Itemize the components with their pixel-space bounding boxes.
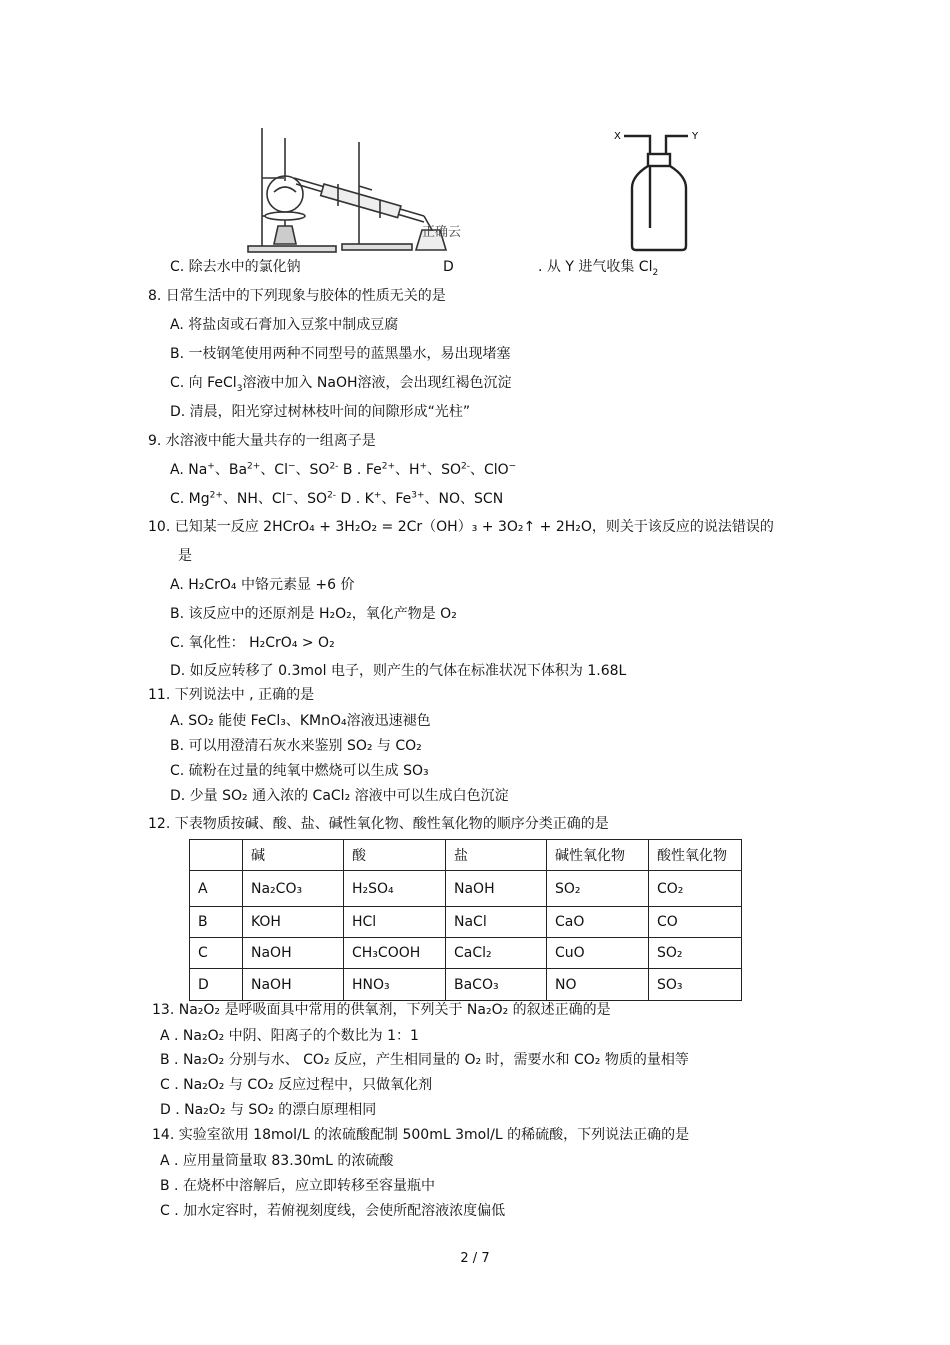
q14-option-c: C . 加水定容时，若俯视刻度线，会使所配溶液浓度偏低: [160, 1203, 506, 1219]
q8-option-c: [170, 374, 512, 392]
ion-charge: 2+: [381, 461, 396, 472]
table-cell: SO₃: [649, 969, 742, 1001]
table-row: [190, 938, 742, 969]
ion-text: 、ClO: [469, 462, 509, 478]
ion-charge: −: [508, 461, 517, 472]
bottle-port-y-label: Y: [692, 131, 699, 142]
q10-option-d: D. 如反应转移了 0.3mol 电子，则产生的气体在标准状况下体积为 1.68L: [170, 663, 627, 679]
q10-option-a: A. H₂CrO₄ 中铬元素显 +6 价: [170, 577, 355, 593]
ion-charge: −: [287, 461, 296, 472]
q8-option-a: A. 将盐卤或石膏加入豆浆中制成豆腐: [170, 317, 399, 333]
q9-stem: 9. 水溶液中能大量共存的一组离子是: [148, 433, 376, 449]
ion-charge: 2-: [461, 461, 470, 472]
q11-option-d: D. 少量 SO₂ 通入浓的 CaCl₂ 溶液中可以生成白色沉淀: [170, 788, 509, 804]
ion-charge: +: [207, 461, 215, 472]
table-cell: CO: [649, 907, 742, 938]
q7-option-d: [538, 258, 658, 276]
table-cell: A: [190, 871, 243, 907]
table-cell: NaOH: [446, 871, 547, 907]
q8-option-b: B. 一枝钢笔使用两种不同型号的蓝黑墨水，易出现堵塞: [170, 346, 511, 362]
ion-text: 、SO: [295, 462, 330, 478]
ion-text: 、NH: [222, 491, 258, 507]
distillation-apparatus-figure: [244, 126, 484, 256]
table-cell: NaOH: [243, 938, 344, 969]
table-cell: CuO: [547, 938, 649, 969]
q10-stem: [148, 518, 774, 536]
table-row: [190, 907, 742, 938]
q8-option-c-sub: 3: [236, 383, 243, 394]
q10-option-c: C. 氧化性： H₂CrO₄ > O₂: [170, 635, 335, 651]
table-cell: NaOH: [243, 969, 344, 1001]
ion-text: A. Na: [170, 462, 208, 478]
q10-stem-part1: 10. 已知某一反应 2H: [148, 519, 283, 535]
table-cell: SO₂: [649, 938, 742, 969]
q8-option-c-part1: C. 向 FeCl: [170, 375, 237, 391]
table-cell: CO₂: [649, 871, 742, 907]
q12-stem: 12. 下表物质按碱、酸、盐、碱性氧化物、酸性氧化物的顺序分类正确的是: [148, 816, 609, 832]
q7-option-d-text: . 从 Y 进气收集 Cl: [538, 259, 653, 275]
table-cell: HCl: [344, 907, 446, 938]
classification-table: [189, 839, 742, 1001]
ion-text: 、Ba: [214, 462, 248, 478]
ion-charge: 3+: [411, 490, 425, 501]
q11-stem: 11. 下列说法中 , 正确的是: [148, 687, 315, 703]
q10-stem-part2: CrO₄ + 3H₂O₂ = 2Cr（OH）₃ + 3O₂↑ + 2H₂O，则关于该反应的说法错误的: [282, 519, 774, 535]
q13-option-b: B . Na₂O₂ 分别与水、 CO₂ 反应，产生相同量的 O₂ 时，需要水和 CO₂ 物质的量相等: [160, 1052, 689, 1068]
table-cell: D: [190, 969, 243, 1001]
ion-text: 、H: [395, 462, 420, 478]
q8-option-c-part2: 溶液中加入 NaOH溶液，会出现红褐色沉淀: [242, 375, 512, 391]
table-cell: NaCl: [446, 907, 547, 938]
ion-text: 、Cl: [260, 462, 288, 478]
bottle-port-x-label: X: [614, 131, 621, 142]
q13-stem: 13. Na₂O₂ 是呼吸面具中常用的供氧剂，下列关于 Na₂O₂ 的叙述正确的是: [152, 1002, 611, 1018]
ion-text: 、NO: [424, 491, 461, 507]
ion-text: C. Mg: [170, 491, 210, 507]
ion-charge: 2+: [247, 461, 261, 472]
table-cell: KOH: [243, 907, 344, 938]
ion-charge: 2-: [329, 461, 339, 472]
ion-text: 、Fe: [381, 491, 412, 507]
table-row: [190, 969, 742, 1001]
ion-text: 、SCN: [460, 491, 504, 507]
table-header-cell: [190, 840, 243, 871]
q9-option-cd: [170, 490, 503, 508]
ion-charge: +: [419, 461, 428, 472]
table-cell: BaCO₃: [446, 969, 547, 1001]
watermark-text: 正确云: [422, 225, 462, 240]
q7-option-c: C. 除去水中的氯化钠: [170, 259, 301, 275]
table-header-cell: 酸性氧化物: [649, 840, 742, 871]
q10-option-b: B. 该反应中的还原剂是 H₂O₂，氧化产物是 O₂: [170, 606, 457, 622]
table-cell: C: [190, 938, 243, 969]
gas-bottle-figure: [612, 128, 704, 256]
table-header-cell: 碱性氧化物: [547, 840, 649, 871]
ion-text: 、SO: [293, 491, 328, 507]
q14-stem: 14. 实验室欲用 18mol/L 的浓硫酸配制 500mL 3mol/L 的稀硫酸，下列说法正确的是: [152, 1127, 690, 1143]
table-header-row: [190, 840, 742, 871]
q14-option-b: B . 在烧杯中溶解后，应立即转移至容量瓶中: [160, 1178, 435, 1194]
table-cell: NO: [547, 969, 649, 1001]
table-header-cell: 碱: [243, 840, 344, 871]
table-row: [190, 871, 742, 907]
q11-option-c: C. 硫粉在过量的纯氧中燃烧可以生成 SO₃: [170, 763, 429, 779]
table-cell: CaCl₂: [446, 938, 547, 969]
ion-charge: 2-: [327, 490, 337, 501]
q9-option-ab: [170, 461, 516, 479]
q10-stem-line2: 是: [178, 548, 192, 564]
q13-option-a: A . Na₂O₂ 中阴、阳离子的个数比为 1：1: [160, 1028, 419, 1044]
q13-option-c: C . Na₂O₂ 与 CO₂ 反应过程中，只做氧化剂: [160, 1077, 433, 1093]
q11-option-b: B. 可以用澄清石灰水来鉴别 SO₂ 与 CO₂: [170, 738, 422, 754]
ion-charge: −: [285, 490, 294, 501]
q8-option-d: D. 清晨，阳光穿过树林枝叶间的间隙形成“光柱”: [170, 404, 471, 420]
q11-option-a: A. SO₂ 能使 FeCl₃、KMnO₄溶液迅速褪色: [170, 713, 431, 729]
q13-option-d: D . Na₂O₂ 与 SO₂ 的漂白原理相同: [160, 1102, 377, 1118]
table-cell: CH₃COOH: [344, 938, 446, 969]
q7-option-d-sub: 2: [652, 267, 659, 278]
q7-option-d-letter: D: [443, 259, 454, 275]
q8-stem: 8. 日常生活中的下列现象与胶体的性质无关的是: [148, 288, 446, 304]
ion-text: D . K: [336, 491, 374, 507]
table-cell: SO₂: [547, 871, 649, 907]
page-number: 2 / 7: [460, 1251, 490, 1266]
table-cell: B: [190, 907, 243, 938]
table-header-cell: 盐: [446, 840, 547, 871]
ion-text: B . Fe: [338, 462, 382, 478]
table-header-cell: 酸: [344, 840, 446, 871]
table-cell: CaO: [547, 907, 649, 938]
ion-charge: +: [373, 490, 382, 501]
table-cell: HNO₃: [344, 969, 446, 1001]
table-cell: H₂SO₄: [344, 871, 446, 907]
ion-charge: 2+: [209, 490, 223, 501]
ion-text: 、Cl: [257, 491, 286, 507]
table-cell: Na₂CO₃: [243, 871, 344, 907]
ion-text: 、SO: [427, 462, 461, 478]
q14-option-a: A . 应用量筒量取 83.30mL 的浓硫酸: [160, 1153, 394, 1169]
